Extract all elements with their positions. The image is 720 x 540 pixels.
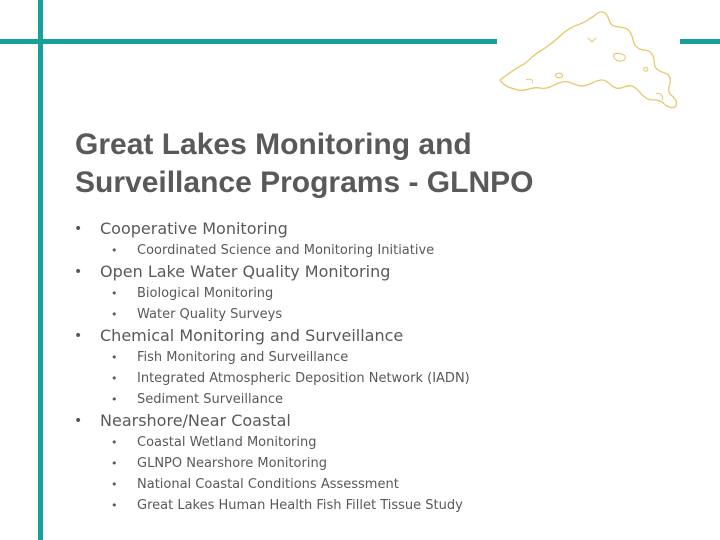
bullet-nearshore: • Nearshore/Near Coastal xyxy=(0,410,720,432)
subbullet-csmi: • Coordinated Science and Monitoring Initiative xyxy=(0,240,720,261)
title-line-2: Surveillance Programs - GLNPO xyxy=(75,166,534,199)
subbullet-water-quality-surveys: • Water Quality Surveys xyxy=(0,304,720,325)
slide-title xyxy=(75,126,695,202)
subbullet-biological-monitoring: • Biological Monitoring xyxy=(0,283,720,304)
accent-horizontal-line-left xyxy=(0,39,497,44)
subbullet-sediment-surveillance: • Sediment Surveillance xyxy=(0,389,720,410)
subbullet-fish-monitoring: • Fish Monitoring and Surveillance xyxy=(0,347,720,368)
bullet-chemical-monitoring: • Chemical Monitoring and Surveillance xyxy=(0,325,720,347)
title-line-1: Great Lakes Monitoring and xyxy=(75,128,472,161)
bullet-open-lake-water-quality: • Open Lake Water Quality Monitoring xyxy=(0,261,720,283)
accent-horizontal-line-right xyxy=(680,39,720,44)
subbullet-glnpo-nearshore: • GLNPO Nearshore Monitoring xyxy=(0,453,720,474)
subbullet-coastal-wetland: • Coastal Wetland Monitoring xyxy=(0,432,720,453)
subbullet-iadn: • Integrated Atmospheric Deposition Network (IADN) xyxy=(0,368,720,389)
bullet-list xyxy=(0,218,720,516)
lake-superior-map-icon xyxy=(496,8,682,114)
subbullet-fish-fillet-study: • Great Lakes Human Health Fish Fillet Tissue Study xyxy=(0,495,720,516)
bullet-cooperative-monitoring: • Cooperative Monitoring xyxy=(0,218,720,240)
subbullet-nccca: • National Coastal Conditions Assessment xyxy=(0,474,720,495)
